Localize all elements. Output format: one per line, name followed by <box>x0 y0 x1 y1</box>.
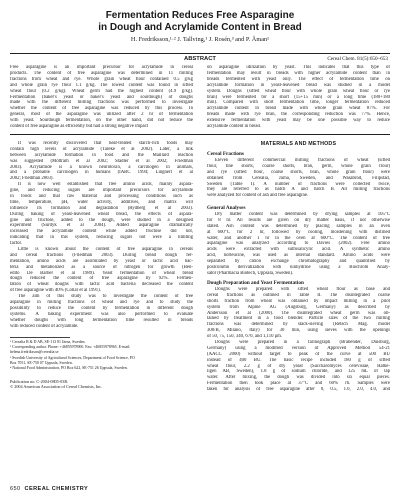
footnote-line: ⁴ National Food Administration, PO Box 622, SE-751 26 Uppsala, Sweden. <box>10 366 128 370</box>
text-line: factor. <box>10 241 23 247</box>
text-line: taken for analysis of free asparagine after 0, 0.5, 1.0, 2.0, 4.0, and <box>207 387 390 393</box>
abstract-line: made with the different milling fractions was performed to investigate <box>10 100 193 106</box>
abstract-line: breads made with rye bran, the corresponding reduction was 77%. Hence, <box>207 112 390 118</box>
text-line: Germany) using a modified version of Approved Method 54-21 <box>207 345 390 351</box>
text-line: Eleven different commercial milling fractions of wheat (sifted <box>215 158 390 163</box>
text-line: It is now well established that free amino acids, mainly aspara- <box>18 182 193 188</box>
text-line: they are referred to as batch A and batch B. All milling fractions <box>207 187 390 193</box>
abstract-line: Free asparagine is an important precursor for acrylamide in cereal <box>10 65 193 70</box>
text-line: gine, and reducing sugars are important precursors for acrylamide <box>10 188 193 194</box>
text-line: and a probable carcinogen in humans (IARC 1994; Lingnert et al <box>10 170 193 176</box>
dough-preparation-text <box>207 287 390 393</box>
text-line: It was recently discovered that heat-treated starch-rich foods may <box>18 141 193 146</box>
footnote-line: ² Corresponding author. Phone: +46855978900. Fax: +46855978965. E-mail: <box>10 345 131 350</box>
text-line: experiment (Surdyk et al 2004). Added asparagine dramatically <box>10 223 193 229</box>
text-line: Little is known about the content of free asparagine in cereals <box>18 247 193 253</box>
text-line: ligen AB, Sweden), 1.8 g of sodium chloride, and 125 mL of tap <box>207 369 390 375</box>
abstract-line: acrylamide content in bread. <box>207 124 262 129</box>
text-line: Sweden (Table I). A number of fractions were collected twice, <box>207 181 390 187</box>
text-line: Doughs were prepared with sifted wheat flour as base and <box>215 287 390 292</box>
abstract-line: content of free asparagine as efficiently but had a strong negative impact <box>10 124 149 129</box>
text-line: sator (Pharmacia Biotech, Uppsala, Sweden). <box>207 270 294 276</box>
dough-preparation-heading: Dough Preparation and Yeast Fermentation <box>207 280 304 286</box>
cereal-fractions-heading: Cereal Fractions <box>207 151 244 157</box>
footnote-line: ¹ Cerealia R & D AB, SE-113 81 Järna, Sweden. <box>10 340 86 344</box>
text-line: edito De Barber et al 1989). Yeast fermentation of wheat bread <box>10 270 193 276</box>
abstract-line: fractions from wheat and rye. Whole grain wheat flour contained 0.5 g/kg <box>10 76 193 82</box>
text-line: The aim of this study was to investigate the content of free <box>18 294 193 300</box>
text-line: tation of wheat doughs with lactic acid bacteria decreased the content <box>10 282 193 288</box>
text-line: for 8 hr. All results are given on dry matter basis, if not otherwise <box>207 217 390 223</box>
abstract-line: system. Doughs (sifted wheat flour with whole grain wheat flour or rye <box>207 88 390 94</box>
text-line: mentation, amino acids are assimilated by yeast or lactic acid bac- <box>10 258 193 264</box>
text-line: in foods and that raw material and processing conditions such as <box>10 194 193 200</box>
text-line: increased the acrylamide content while added fructose did not, <box>10 229 193 235</box>
text-line: of 50, 75, 150, 340, 670, and 1,110 μm. <box>207 334 283 340</box>
authors: H. Fredriksson,¹·² J. Tallving,¹ J. Rosén,³ and P. Åman¹ <box>130 36 270 43</box>
footnote-line: ³ Swedish University of Agricultural Sciences, Department of Food Science, PO <box>10 355 135 360</box>
footnote-line: Box 7051, SE-750 07 Uppsala, Sweden. <box>10 360 73 365</box>
general-analyses-text <box>207 212 390 277</box>
text-line: was suggested (Mottram et al 2002; Stadler et al 2002; Friedman <box>10 158 193 164</box>
text-line: and rye (sifted flour, coarse shorts, bran, whole grain flour) were <box>207 169 390 175</box>
text-line: Dry matter content was determined by drying samples at 105°C <box>215 212 390 217</box>
text-line: indicating that in this system, reducing sugars not were a limiting <box>10 235 193 241</box>
top-rule <box>10 53 390 54</box>
text-line: teria and metabolized as a source of nitrogen for growth (Ben- <box>10 264 193 270</box>
text-line: tained by treatment in a food blender. Particle sizes of the two milling <box>207 316 390 322</box>
text-line: Andersson et al (2000). The disintegrated wheat germ was ob- <box>207 310 390 316</box>
general-analyses-heading: General Analyses <box>207 205 246 211</box>
text-line: were analyzed for content of ash and free asparagine. <box>207 193 309 199</box>
text-line: stated. Ash content was determined by placing samples in an oven <box>207 223 390 229</box>
text-line: separated by cation exchange chromatography and quantified by <box>207 259 390 265</box>
abstract-line: and whole grain rye flour 1.1 g/kg. The lowest content was found in sifted <box>10 82 193 88</box>
text-line: postcolumn derivatization with ninhydrine using a Biochrom Analy- <box>207 265 390 271</box>
text-line: flour, fine shorts, coarse shorts, bran, germ, whole grain flour) <box>207 163 390 169</box>
abstract-line: Fermentation (baker's yeast or baker's yeast and sourdough) of doughs <box>10 94 193 100</box>
text-line: time, temperature, pH, water activity, additives, and matrix will <box>10 199 193 205</box>
text-line: instead of 400 BU. The basic recipe included 180 g of sifted <box>207 357 390 363</box>
text-line: asparagine in milling fractions of wheat and rye and to study the <box>10 300 193 306</box>
text-line: wheat flour, 2.2 g of dry yeast (Saccharomyces cerevisiae, Hathe- <box>207 363 390 369</box>
text-line: dough reduced the content of free asparagine by 92%. Fermen- <box>10 276 193 282</box>
title-line: in Dough and Acrylamide Content in Bread <box>98 22 302 33</box>
text-line: systems. A baking experiment was also performed to evaluate <box>10 311 193 317</box>
abstract-line: extensive fermentation with yeast may be one possible way to reduce <box>207 118 390 124</box>
paper-title <box>20 10 380 34</box>
introduction-text <box>10 141 193 330</box>
abstract-bottom-rule <box>10 134 390 135</box>
text-line: obtained from Cerealia, Järna, Sweden, and Wasabröd, Filipstad, <box>207 175 390 181</box>
text-line: possibility to reduce the content by fermentation in different dough <box>10 305 193 311</box>
abstract-line: fermentation may result in breads with higher acrylamide content than in <box>207 70 390 76</box>
text-line: between acrylamide formation in food and the Maillard reaction <box>10 152 193 158</box>
text-line: of free asparagine with 40% (Collar et al 1991). <box>10 288 101 294</box>
text-line: (AACC 2000) without target to peak of the curve at 500 BU <box>207 351 390 357</box>
page-footer <box>10 486 88 492</box>
methods-heading: MATERIALS AND METHODS <box>260 141 337 147</box>
abstract-line: on asparagine utilization by yeast. This indicates that this type of <box>207 65 390 70</box>
text-line: shorts fraction from wheat was obtained by impact milling in a pilot <box>207 298 390 304</box>
journal-name: CEREAL CHEMISTRY <box>24 486 89 492</box>
abstract-line: min). Compared with short fermentation time, longer fermentation reduced <box>207 100 390 106</box>
footnote-line: helena.fredriksson@cerealia.se <box>10 350 59 355</box>
text-line: asparagine was analyzed according to Davies (2002). Free amino <box>207 241 390 247</box>
citation: Cereal Chem. 81(5):650–653 <box>327 56 388 62</box>
text-line: whether doughs with long fermentation time resulted in breads <box>10 317 193 323</box>
text-line: Doughs were prepared in a farinograph (Brabender, Duisburg, <box>215 340 390 346</box>
text-line: acids were extracted with sulfosalicylic acid. A synthetic amino <box>207 247 390 253</box>
copyright: © 2004 American Association of Cereal Chemists, Inc. <box>10 384 103 389</box>
text-line: cereal fractions as outlined in Table II. The disintegrated coarse <box>207 292 390 298</box>
title-line: Fermentation Reduces Free Asparagine <box>105 10 295 21</box>
text-line: contain high levels of acrylamide (Tareke et al 2002). Later, a link <box>10 146 193 152</box>
text-line: 2002; Friedman 2003). <box>10 176 54 182</box>
page-number: 650 <box>10 486 21 492</box>
abstract-line: acrylamide formation in yeast-leavened bread was studied in a model <box>207 82 390 88</box>
text-line: fractions was determined by stack-sieving (Retsch Mag. model <box>207 322 390 328</box>
text-line: with reduced content of acrylamide. <box>10 323 79 329</box>
abstract-line: general, most of the asparagine was utilized after 2 hr of fermentation <box>10 112 193 118</box>
text-line: at 600°C for 2 hr, followed by cooling, moistening with distilled <box>207 229 390 235</box>
cereal-fractions-text <box>207 158 390 199</box>
text-line: 300/B, Milano, Italy) for 30 min, using sieves with the openings <box>207 328 390 334</box>
abstract-heading: ABSTRACT <box>184 56 216 62</box>
abstract-line: bran) were fermented for a short (15+15 min) or a long time (180+180 <box>207 94 390 100</box>
text-line: acid, norleucine, was used as internal standard. Amino acids were <box>207 253 390 259</box>
footnote-rule <box>10 337 70 338</box>
text-line: water, and another 1 hr in the oven at 600°C. The content of free <box>207 235 390 241</box>
abstract-line: breads fermented with yeast only. The effect of fermentation time on <box>207 76 390 82</box>
abstract-line: with yeast. Sourdough fermentation, on the other hand, did not reduce the <box>10 118 193 124</box>
text-line: and cereal fractions (Friedman 2003). During bread dough fer- <box>10 252 193 258</box>
publication-number: Publication no. C-2004-0805-03R. <box>10 379 69 384</box>
text-line: gine and fructose, added to the dough, were studied in a designed <box>10 217 193 223</box>
text-line: Fermentation then took place at 37°C and 60% rh. Samples were <box>207 381 390 387</box>
text-line: water. After mixing, the dough was divided into six equal pieces. <box>207 375 390 381</box>
text-line: 2003). Acrylamide is a known neurotoxin, a carcinogen in animals, <box>10 164 193 170</box>
abstract-line: wheat flour (0.2 g/kg). Wheat germ had the highest content (4.9 g/kg). <box>10 88 193 94</box>
abstract-line: acrylamide content in bread made with whole grain wheat 87%. For <box>207 106 390 112</box>
abstract-line: whether the content of free asparagine was reduced by this process. In <box>10 106 193 112</box>
text-line: During baking of yeast-leavened wheat bread, the effects of aspara- <box>10 211 193 217</box>
text-line: system from Alpine AG (Augsburg, Germany) as described by <box>207 304 390 310</box>
abstract-line: products. The content of free asparagine was determined in 11 milling <box>10 70 193 76</box>
text-line: influence its formation and degradation (Rydberg et al 2003). <box>10 205 193 211</box>
